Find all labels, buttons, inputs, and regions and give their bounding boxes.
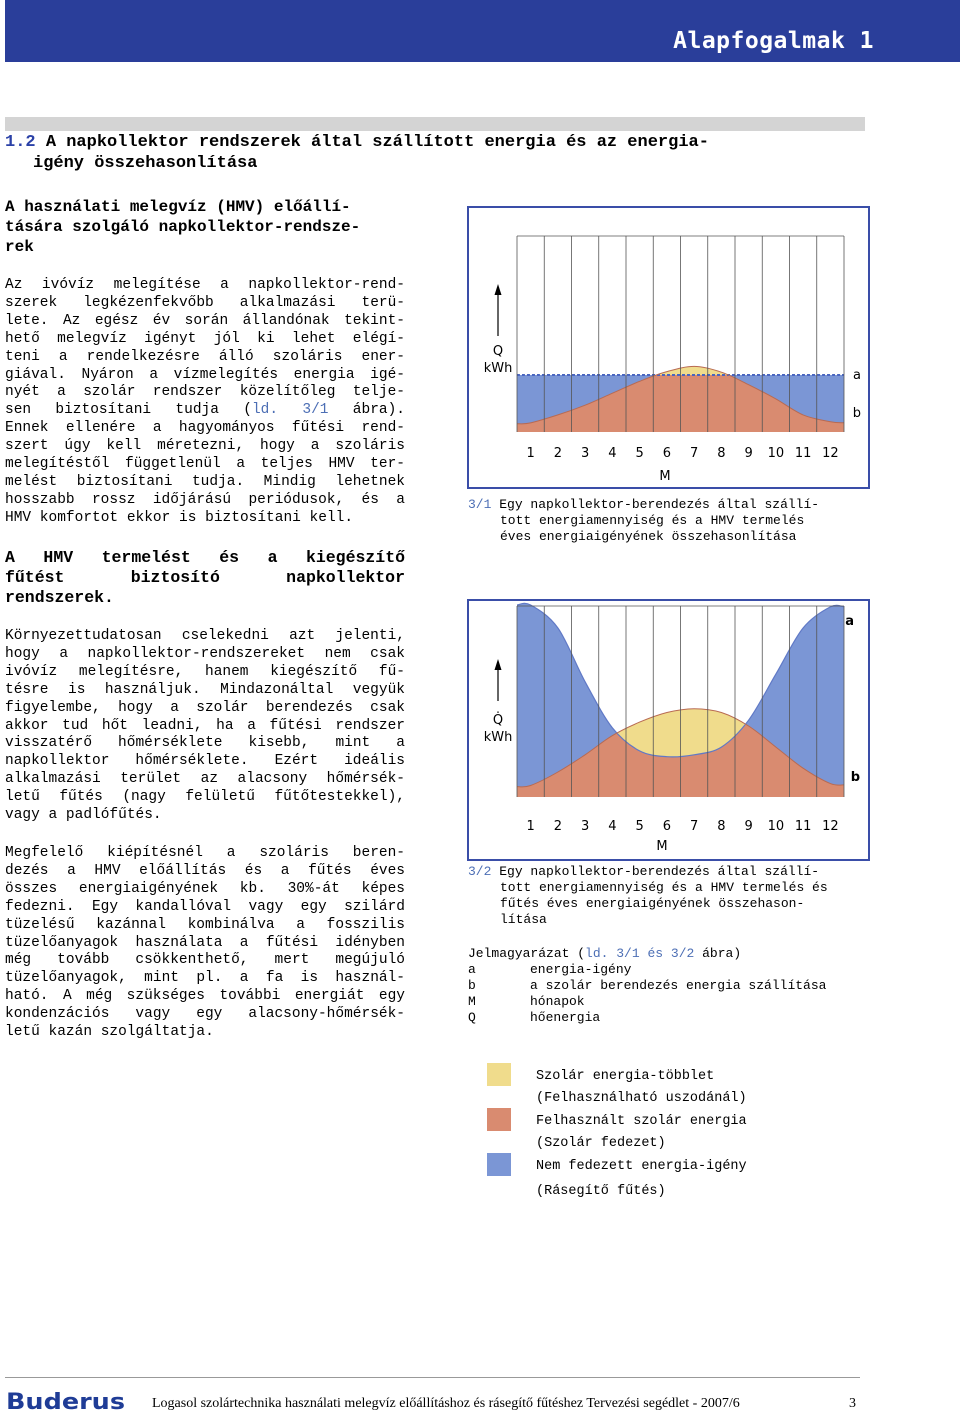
legend-key: a [468, 962, 476, 977]
paragraph-line: alkalmazási terület az alacsony hőmérsék- [5, 771, 405, 788]
paragraph-line: teni a rendelkezésre álló szoláris ener- [5, 348, 405, 365]
paragraph-line: ható. A még szükséges további energiát egy [5, 988, 405, 1005]
subheading-heating-line-3: rendszerek. [5, 588, 114, 607]
paragraph-line: tüzelőanyagok, mint pl. a fa is használ- [5, 970, 405, 987]
legend-key: M [468, 994, 476, 1009]
month-tick-label: 3 [580, 819, 590, 834]
month-tick-label: 3 [580, 446, 590, 461]
month-tick-label: 2 [553, 446, 563, 461]
paragraph-line: tüzelésű kazánnal kombinálva a fosszilis [5, 916, 405, 933]
swatch-surplus-label: Szolár energia-többlet [536, 1069, 715, 1084]
caption-line: Egy napkollektor-berendezés által szállí- [499, 864, 820, 879]
month-tick-label: 2 [553, 819, 563, 834]
legend-key: b [468, 978, 476, 993]
paragraph-line: még tovább csökkenthető, mert megújuló [5, 952, 405, 969]
caption-line: Egy napkollektor-berendezés által szállí- [499, 497, 820, 512]
x-axis-label: M [659, 469, 671, 484]
month-tick-label: 9 [744, 446, 753, 461]
figure-3-2-caption [468, 864, 870, 928]
subheading-heating-line-2: fűtést biztosító napkollektor [5, 568, 405, 587]
section-title [5, 132, 825, 174]
caption-line: fűtés éves energiaigényének összehason- [500, 896, 805, 911]
paragraph-line: kondenzációs vagy egy alacsony-hőmérsék- [5, 1006, 405, 1023]
subheading-hmv-line-2: tására szolgáló napkollektor-rendsze- [5, 218, 361, 236]
caption-line: éves energiaigényének összehasonlítása [500, 529, 797, 544]
swatch-uncovered [487, 1153, 511, 1176]
month-tick-label: 5 [635, 819, 644, 834]
month-tick-label: 6 [662, 819, 672, 834]
paragraph-line: letű kazán szolgáltatja. [5, 1024, 214, 1041]
paragraph-line: tésre is használjuk. Mindazonáltal vegyük [5, 681, 405, 698]
paragraph-line: lete. Az egész év során állandónak tekint- [5, 312, 405, 329]
subheading-heating [5, 548, 405, 608]
paragraph-line: ivóvíz melegítésre, hanem kiegészítő fű- [5, 663, 405, 680]
legend-value: hónapok [530, 994, 585, 1009]
y-axis-unit: kWh [483, 730, 513, 745]
section-title-line-2: igény összehasonlítása [33, 154, 258, 173]
legend-value: a szolár berendezés energia szállítása [530, 978, 827, 993]
buderus-logo-text: Buderus [6, 1390, 125, 1414]
label-a: a [845, 614, 854, 629]
paragraph-line: fedezni. Egy kandallóval vagy egy szilárd [5, 898, 405, 915]
label-b: b [852, 406, 861, 421]
footer-text: Logasol szolártechnika használati melegvíz előállításhoz és rásegítő fűtéshez Tervezési segédlet - 2007/6 [152, 1396, 740, 1411]
paragraph-line: HMV komfortot ekkor is biztosítani kell. [5, 509, 354, 526]
month-tick-label: 12 [822, 819, 839, 834]
paragraph-line: napkollektor hőmérséklete. Ezért ideális [5, 753, 405, 770]
legend-entry-b [468, 978, 826, 994]
month-tick-label: 1 [526, 819, 535, 834]
legend-title-text: Jelmagyarázat ( [468, 946, 586, 961]
paragraph-line: figyelembe, hogy a szolár berendezés csak [5, 699, 405, 716]
header-bar [5, 0, 960, 62]
paragraph-line: Ennek ellenére a hagyományos fűtési rend- [5, 420, 405, 437]
paragraph-combined [5, 845, 405, 1042]
y-axis-arrow [495, 284, 502, 336]
month-tick-label: 7 [689, 819, 699, 834]
buderus-logo [5, 1388, 127, 1414]
footer-rule [5, 1377, 860, 1378]
caption-line: lítása [500, 912, 547, 927]
subheading-hmv-line-1: A használati melegvíz (HMV) előállí- [5, 198, 351, 216]
paragraph-line: hogy a napkollektor-rendszereket nem csak [5, 645, 405, 662]
legend-value: hőenergia [530, 1010, 601, 1025]
ref-figure-3-1-link[interactable]: 3/1 [302, 402, 329, 419]
y-axis-unit: kWh [483, 361, 513, 376]
figure-3-1-chart [469, 208, 868, 487]
paragraph-line: akkor tud hőt leadni, ha a fűtési rendszer [5, 717, 405, 734]
chapter-title: Alapfogalmak 1 [673, 28, 874, 54]
caption-line: tott energiamennyiség és a HMV termelés [500, 513, 805, 528]
page-number: 3 [849, 1396, 856, 1411]
legend-fig-3-2-link[interactable]: 3/2 [670, 946, 695, 961]
month-tick-label: 4 [608, 819, 617, 834]
legend-title [468, 946, 826, 962]
paragraph-heating [5, 628, 405, 825]
month-tick-label: 5 [635, 446, 644, 461]
paragraph-line: giával. Nyáron a vízmelegítés energia igé- [5, 366, 405, 383]
paragraph-line: melést biztosítani tudja. Mindig lehetnek [5, 473, 405, 490]
label-a: a [853, 368, 861, 383]
section-title-line-1: A napkollektor rendszerek által szállított energia és az energia- [45, 133, 709, 152]
paragraph-line: melegítéstől függetlenül a teljes HMV ter- [5, 456, 405, 473]
figure-3-2-frame [467, 599, 870, 861]
legend-fig-3-1-link[interactable]: 3/1 [616, 946, 640, 961]
paragraph-line: dezés a HMV előállítás és a fűtés éves [5, 862, 405, 879]
subheading-hmv [5, 197, 360, 257]
paragraph-line: Megfelelő kiépítésnél a szoláris beren- [5, 845, 405, 861]
swatch-covered [487, 1108, 511, 1131]
subheading-heating-line-1: A HMV termelést és a kiegészítő [5, 548, 405, 567]
swatch-uncovered-label: Nem fedezett energia-igény [536, 1159, 747, 1174]
paragraph-line: Az ivóvíz melegítése a napkollektor-rend- [5, 277, 405, 293]
paragraph-line: hosszabb rossz időjárású periódusok, és a [5, 491, 405, 508]
paragraph-line: letű fűtés (nagy felületű fűtőtestekkel), [5, 789, 405, 806]
caption-line: tott energiamennyiség és a HMV termelés és [500, 880, 828, 895]
month-tick-label: 1 [526, 446, 535, 461]
month-tick-label: 11 [794, 819, 812, 834]
legend-key-list [468, 946, 826, 1026]
swatch-surplus-note: (Felhasználható uszodánál) [536, 1091, 747, 1106]
swatch-covered-note: (Szolár fedezet) [536, 1136, 666, 1151]
figure-3-1-number: 3/1 [468, 497, 492, 512]
month-tick-label: 9 [744, 819, 753, 834]
swatch-uncovered-note: (Rásegítő fűtés) [536, 1184, 666, 1199]
legend-and: és [647, 946, 664, 961]
legend-entry-a [468, 962, 826, 978]
month-tick-label: 7 [689, 446, 699, 461]
paragraph-line: összes energiaigényének kb. 30%-át képes [5, 880, 405, 897]
month-tick-label: 4 [608, 446, 617, 461]
paragraph-line: hető melegvíz igényt jól ki lehet elégí- [5, 330, 405, 347]
month-tick-label: 11 [794, 446, 812, 461]
month-tick-label: 6 [662, 446, 672, 461]
legend-value: energia-igény [530, 962, 632, 977]
paragraph-line: szert úgy kell méretezni, hogy a szoláris [5, 438, 405, 455]
legend-key: Q [468, 1010, 476, 1025]
month-tick-label: 8 [717, 819, 726, 834]
figure-3-1-frame [467, 206, 870, 489]
label-b: b [850, 770, 860, 785]
figure-reference-line [5, 402, 405, 420]
month-tick-label: 8 [717, 446, 726, 461]
chart-ticks [526, 446, 838, 461]
ref-text-end: ábra). [352, 402, 406, 419]
chart-ticks [526, 819, 838, 834]
legend-ld: ld. [585, 946, 609, 961]
paragraph-line: visszatérő hőmérséklete kisebb, mint a [5, 735, 405, 752]
section-divider-bar [5, 117, 865, 131]
paragraph-line: nyét a szolár rendszer közelítőleg telje- [5, 384, 405, 401]
swatch-covered-label: Felhasznált szolár energia [536, 1114, 747, 1129]
figure-3-2-chart [469, 601, 868, 859]
paragraph-line: szerek legkézenfekvőbb alkalmazási terü- [5, 294, 405, 311]
figure-3-1-caption [468, 497, 870, 545]
legend-entry-q [468, 1010, 826, 1026]
y-axis-arrow [495, 659, 502, 701]
paragraph-hmv [5, 277, 405, 528]
ref-text: sen biztosítani tudja ( [5, 402, 252, 419]
paragraph-line: vagy a padlófűtés. [5, 807, 162, 824]
y-axis-label: Q̇ [492, 713, 504, 728]
legend-entry-m [468, 994, 826, 1010]
section-number: 1.2 [5, 133, 36, 152]
x-axis-label: M [656, 839, 668, 854]
paragraph-line: Környezettudatosan cselekedni azt jelenti, [5, 628, 405, 644]
figure-3-2-number: 3/2 [468, 864, 492, 879]
legend-title-end: ábra) [702, 946, 742, 961]
paragraph-line: tüzelőanyagok használata a fűtési idényben [5, 934, 405, 951]
swatch-surplus [487, 1063, 511, 1086]
month-tick-label: 10 [767, 446, 785, 461]
ref-ld[interactable]: ld. [251, 402, 279, 419]
month-tick-label: 12 [822, 446, 839, 461]
subheading-hmv-line-3: rek [5, 238, 34, 256]
month-tick-label: 10 [767, 819, 785, 834]
y-axis-label: Q [492, 344, 504, 359]
